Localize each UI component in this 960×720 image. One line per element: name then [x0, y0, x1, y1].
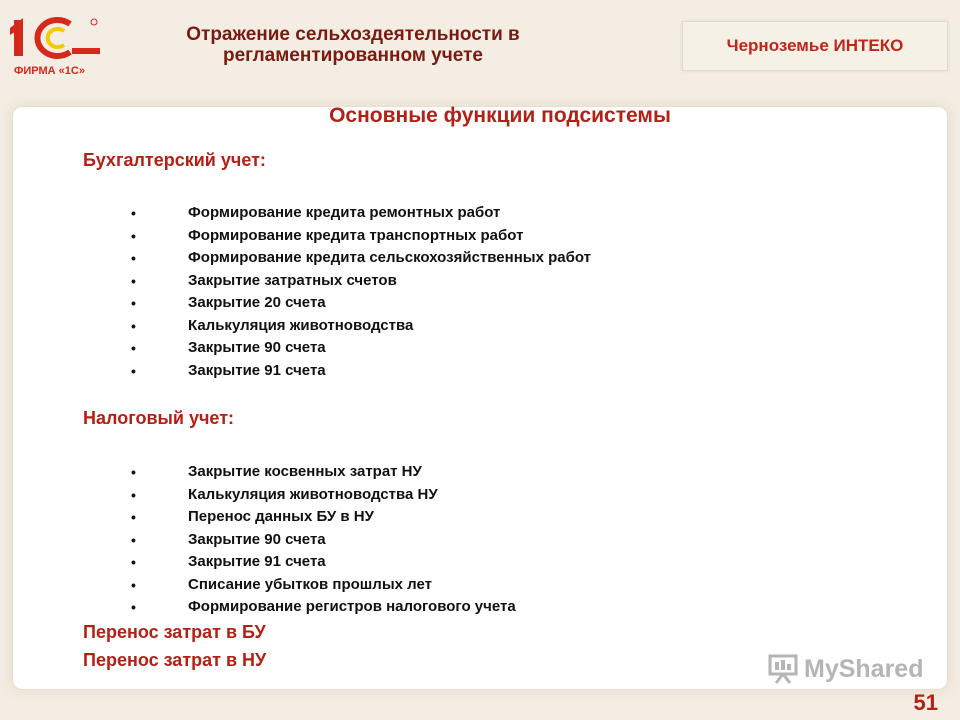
list-item: • Списание убытков прошлых лет: [127, 574, 516, 597]
accounting-section-title: Бухгалтерский учет:: [83, 150, 266, 170]
list-item: • Калькуляция животноводства: [127, 315, 591, 338]
slide-title: Основные функции подсистемы: [329, 104, 671, 127]
myshared-watermark: [766, 654, 923, 684]
list-item: • Закрытие косвенных затрат НУ: [127, 461, 516, 484]
list-item: • Закрытие 90 счета: [127, 529, 516, 552]
list-item: • Формирование кредита сельскохозяйственных работ: [127, 247, 591, 270]
transfer-bu-title: Перенос затрат в БУ: [83, 622, 266, 642]
title-line-2: регламентированном учете: [223, 45, 483, 66]
company-name: Черноземье ИНТЕКО: [726, 36, 904, 55]
list-item: • Закрытие 20 счета: [127, 292, 591, 315]
title-line-1: Отражение сельхоздеятельности в: [186, 24, 520, 45]
presentation-board-icon: [766, 654, 800, 684]
list-item: • Перенос данных БУ в НУ: [127, 506, 516, 529]
list-item: • Формирование регистров налогового учета: [127, 596, 516, 619]
list-item: • Закрытие 91 счета: [127, 551, 516, 574]
tax-list: [127, 461, 516, 619]
list-item: • Закрытие 91 счета: [127, 360, 591, 383]
tax-section-title: Налоговый учет:: [83, 408, 235, 428]
list-item: • Калькуляция животноводства НУ: [127, 484, 516, 507]
list-item: • Формирование кредита ремонтных работ: [127, 202, 591, 225]
logo-tagline: ФИРМА «1С»: [14, 65, 85, 77]
list-item: • Формирование кредита транспортных работ: [127, 225, 591, 248]
firm-1c-logo: [8, 10, 108, 80]
accounting-list: [127, 202, 591, 382]
presentation-title: [118, 24, 588, 66]
list-item: • Закрытие 90 счета: [127, 337, 591, 360]
company-label-box: [682, 21, 948, 71]
page-number: 51: [913, 690, 938, 715]
list-item: • Закрытие затратных счетов: [127, 270, 591, 293]
watermark-text: MyShared: [804, 654, 924, 683]
transfer-nu-title: Перенос затрат в НУ: [83, 650, 267, 670]
